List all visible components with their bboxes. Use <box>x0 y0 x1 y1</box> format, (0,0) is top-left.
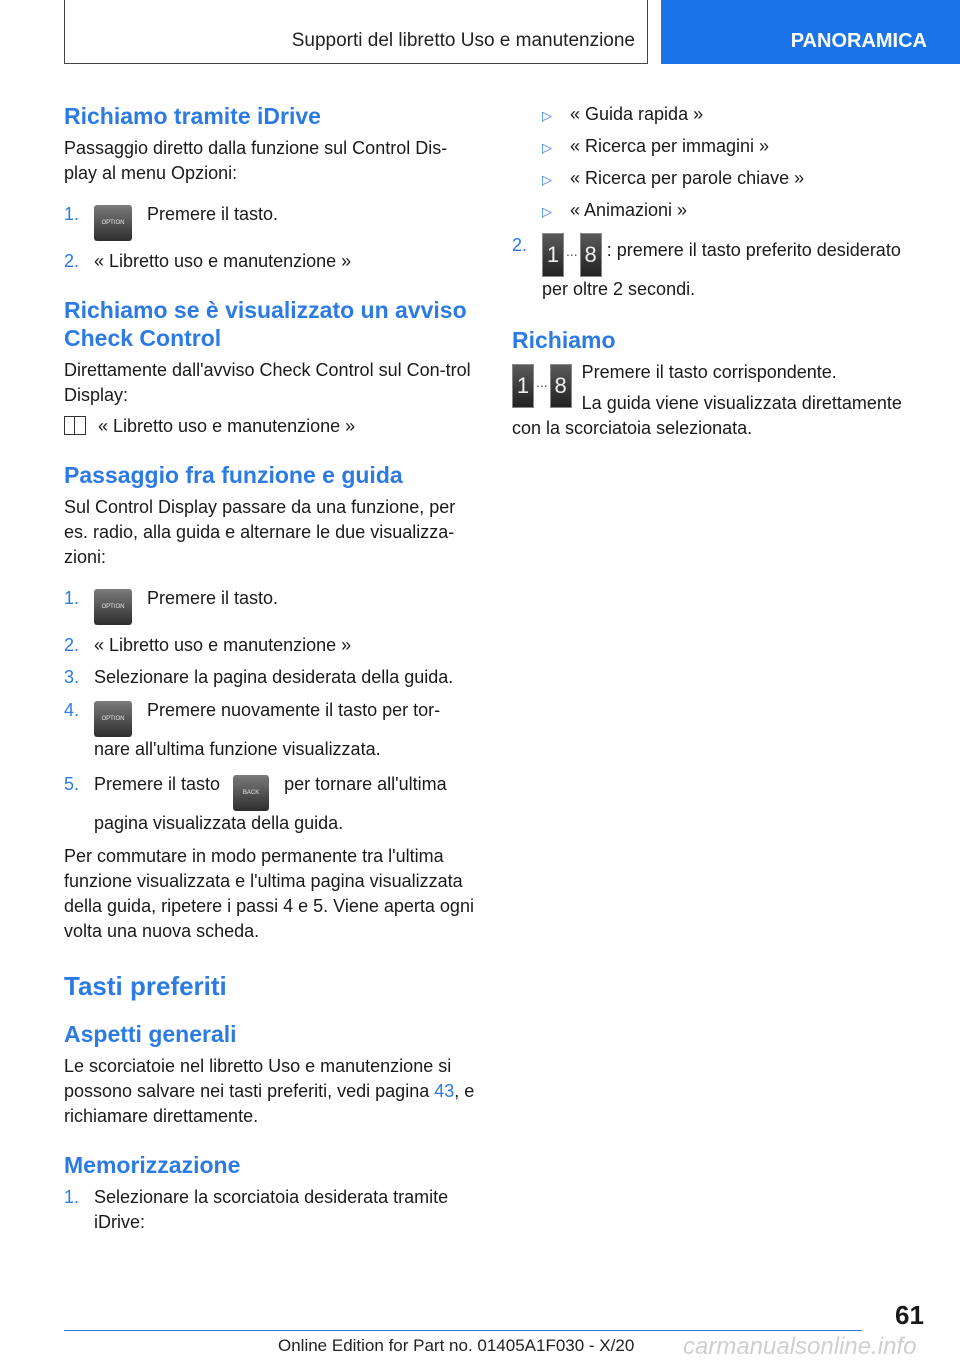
tab-label: PANORAMICA <box>790 30 927 52</box>
section-title: Supporti del libretto Uso e manutenzione <box>291 30 635 51</box>
favorite-key-8-icon: 8 <box>580 233 602 277</box>
list-item <box>512 233 930 302</box>
triangle-bullet-icon: ▷ <box>542 204 552 219</box>
heading-memorize: Memorizzazione <box>64 1152 241 1178</box>
general-text: , e richiamare direttamente. <box>64 1081 475 1126</box>
step-number: 3. <box>64 667 80 687</box>
step-text: Selezionare la scorciatoia desiderata tramite iDrive: <box>94 1187 449 1232</box>
step-text: « Libretto uso e manutenzione » <box>94 635 352 655</box>
call-line-1: Premere il tasto corrispondente. <box>581 362 837 382</box>
paragraph-check: Direttamente dall'avviso Check Control sul Con-trol Display: <box>64 360 471 405</box>
step-text: Premere nuovamente il tasto per tor-nare all'ultima funzione visualizzata. <box>94 700 441 759</box>
step-text: per tornare all'ultima pagina visualizzata della guida. <box>94 774 447 833</box>
list-item <box>64 249 476 274</box>
step-number: 4. <box>64 700 80 720</box>
bullet-text: « Ricerca per immagini » <box>570 136 770 156</box>
step-number: 1. <box>64 204 80 224</box>
step-text: : premere il tasto preferito desiderato per oltre 2 secondi. <box>542 240 901 299</box>
list-item <box>512 166 930 191</box>
call-block <box>512 360 930 441</box>
step-text: Premere il tasto. <box>147 204 279 224</box>
step-number: 1. <box>64 588 80 608</box>
header-frame <box>64 0 648 64</box>
heading-call: Richiamo <box>512 327 616 353</box>
list-item <box>64 1185 476 1235</box>
list-item <box>64 665 476 690</box>
general-text: Le scorciatoie nel libretto Uso e manutenzione si possono salvare nei tasti preferiti, vedi pagina <box>64 1056 452 1101</box>
list-item <box>64 202 476 241</box>
ellipsis: ... <box>566 243 578 259</box>
back-button-icon: BACK <box>233 775 269 811</box>
step-number: 2. <box>64 251 80 271</box>
triangle-bullet-icon: ▷ <box>542 140 552 155</box>
list-item <box>64 586 476 625</box>
footer-rule <box>64 1330 862 1331</box>
favorite-key-1-icon: 1 <box>512 364 534 408</box>
step-text: Selezionare la pagina desiderata della guida. <box>94 667 454 687</box>
bullet-text: « Animazioni » <box>570 200 688 220</box>
heading-idrive: Richiamo tramite iDrive <box>64 103 321 129</box>
triangle-bullet-icon: ▷ <box>542 108 552 123</box>
step-text: « Libretto uso e manutenzione » <box>94 251 352 271</box>
heading-favorites: Tasti preferiti <box>64 971 227 1001</box>
heading-check-control: Richiamo se è visualizzato un avviso Check Control <box>64 297 467 351</box>
paragraph-idrive: Passaggio diretto dalla funzione sul Control Dis-play al menu Opzioni: <box>64 138 448 183</box>
call-line-2: La guida viene visualizzata direttamente con la scorciatoia selezionata. <box>512 393 902 438</box>
option-button-icon: OPTION <box>94 589 132 625</box>
list-item <box>512 102 930 127</box>
paragraph-permanent: Per commutare in modo permanente tra l'ultima funzione visualizzata e l'ultima pagina visualizzata della guida, ripetere i passi 4 e 5. Viene aperta ogni volta una nuova scheda. <box>64 846 474 941</box>
edition-text: Online Edition for Part no. 01405A1F030 - X/20 <box>278 1336 635 1355</box>
step-number: 2. <box>512 235 528 255</box>
favorite-key-1-icon: 1 <box>542 233 564 277</box>
paragraph-switch: Sul Control Display passare da una funzione, per es. radio, alla guida e alternare le due visualizza-zioni: <box>64 497 456 567</box>
watermark: carmanualsonline.info <box>683 1333 917 1360</box>
list-item <box>512 134 930 159</box>
favorite-keys-icon <box>512 364 572 408</box>
step-number: 5. <box>64 774 80 794</box>
list-item <box>64 698 476 762</box>
bullet-text: « Guida rapida » <box>570 104 704 124</box>
option-button-icon: OPTION <box>94 205 132 241</box>
page-link[interactable]: 43 <box>434 1081 455 1101</box>
header-tab[interactable] <box>661 0 960 64</box>
bullet-text: « Ricerca per parole chiave » <box>570 168 805 188</box>
left-column <box>64 102 476 1235</box>
step-number: 1. <box>64 1187 80 1207</box>
step-number: 2. <box>64 635 80 655</box>
favorite-key-8-icon: 8 <box>550 364 572 408</box>
check-line-text: « Libretto uso e manutenzione » <box>98 416 356 436</box>
manual-book-icon <box>64 416 86 435</box>
right-column <box>512 102 930 441</box>
list-item <box>64 633 476 658</box>
ellipsis: ... <box>536 374 548 390</box>
list-item <box>512 198 930 223</box>
list-item <box>64 772 476 836</box>
heading-switch: Passaggio fra funzione e guida <box>64 462 403 488</box>
paragraph-general <box>64 1054 476 1129</box>
step-text: Premere il tasto. <box>147 588 279 608</box>
check-line <box>64 414 476 439</box>
step-text: Premere il tasto <box>94 774 221 794</box>
option-button-icon: OPTION <box>94 701 132 737</box>
page-number: 61 <box>895 1300 924 1330</box>
triangle-bullet-icon: ▷ <box>542 172 552 187</box>
heading-general: Aspetti generali <box>64 1021 237 1047</box>
